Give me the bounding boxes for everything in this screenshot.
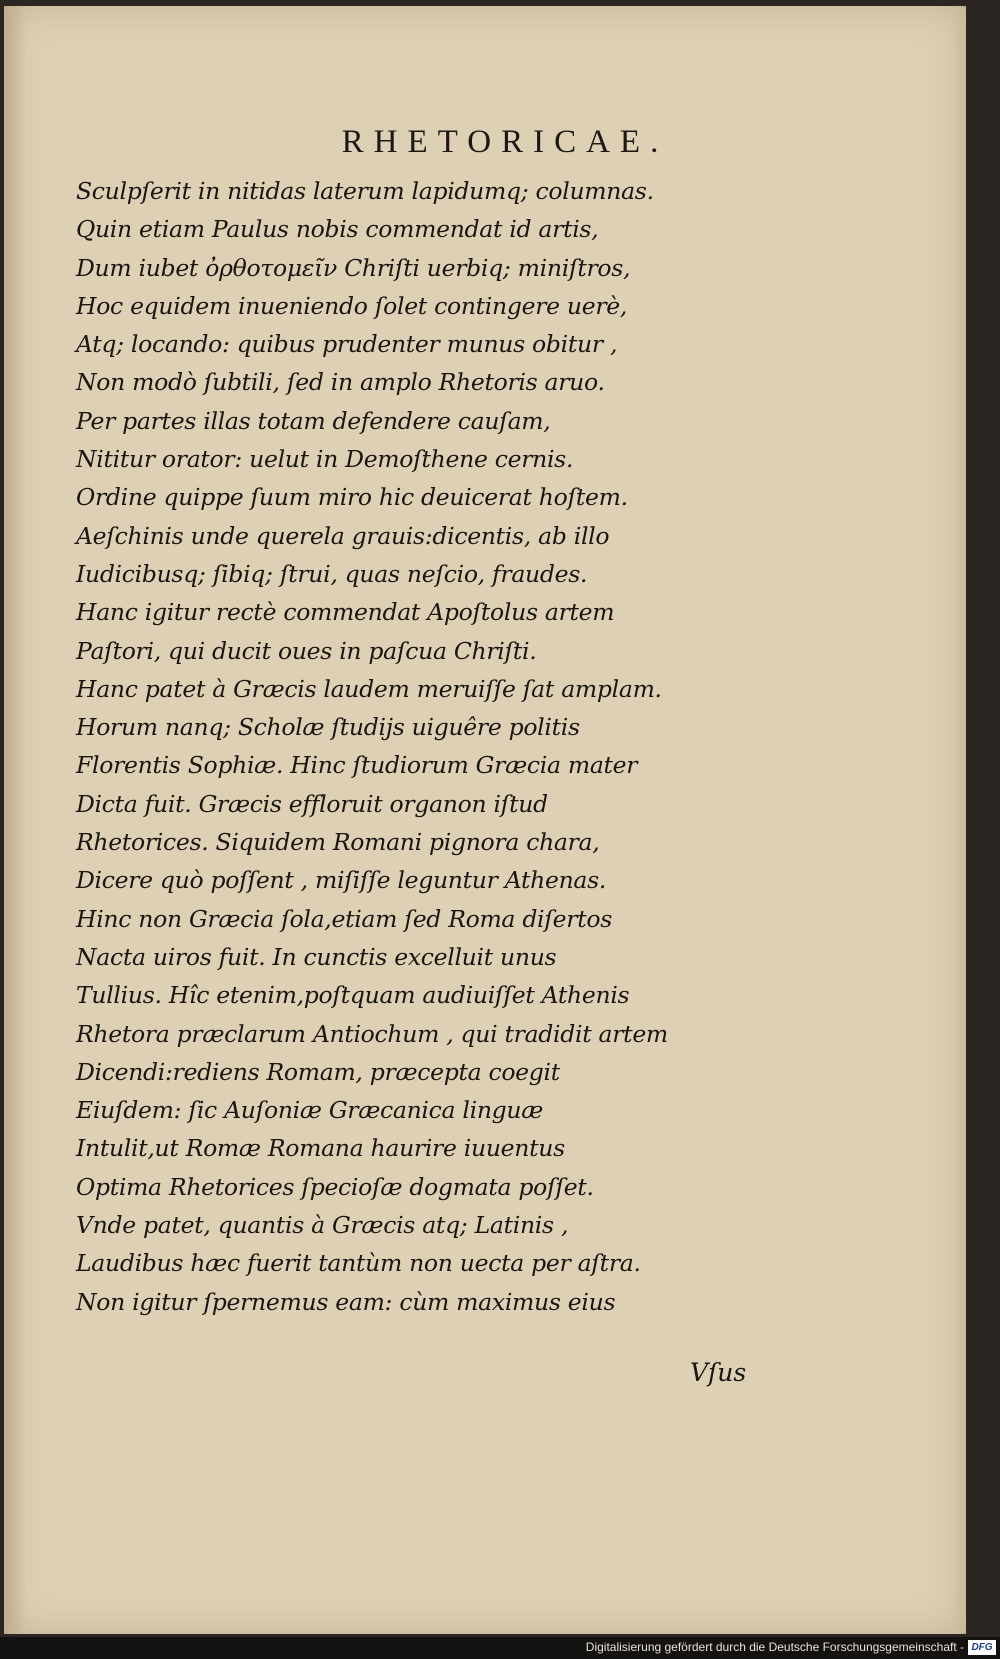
verse-line: Hanc patet à Græcis laudem meruiſſe ſat amplam. [76,674,662,703]
page-edge-shadow [952,6,966,1634]
verse-line: Tullius. Hîc etenim,poſtquam audiuiſſet Athenis [76,981,630,1010]
verse-line: Dicendi:rediens Romam, præcepta coegit [76,1057,560,1086]
verse-text [76,172,726,1321]
running-head: RHETORICAE. [341,124,669,160]
book-page [4,6,966,1634]
verse-line: Sculpſerit in nitidas laterum lapidumq; columnas. [76,177,654,205]
dfg-logo-icon: DFG [968,1640,996,1655]
verse-line: Vnde patet, quantis à Græcis atq; Latinis , [76,1211,569,1240]
verse-line: Dum iubet ὀρθοτομεῖν Chriſti uerbiq; miniſtros, [76,253,631,282]
page-binding-shadow [4,6,26,1634]
verse-line: Hinc non Græcia ſola,etiam ſed Roma diſertos [76,904,612,933]
catchword: Vſus [690,1358,747,1387]
verse-line: Paſtori, qui ducit oues in paſcua Chriſti. [76,636,537,665]
verse-line: Iudicibusq; ſibiq; ſtrui, quas neſcio, fraudes. [76,559,588,588]
verse-line: Non igitur ſpernemus eam: cùm maximus eius [76,1287,616,1316]
verse-line: Rhetora præclarum Antiochum , qui tradidit artem [76,1019,668,1048]
digitization-footer [0,1637,1000,1659]
verse-line: Per partes illas totam defendere cauſam, [76,406,551,435]
verse-line: Dicta fuit. Græcis effloruit organon iſtud [76,789,548,818]
verse-line: Nititur orator: uelut in Demoſthene cernis. [76,445,574,474]
verse-line: Hanc igitur rectè commendat Apoſtolus artem [76,598,615,627]
verse-line: Eiuſdem: ſic Auſoniæ Græcanica linguæ [76,1096,544,1125]
verse-line: Laudibus hæc fuerit tantùm non uecta per aſtra. [76,1249,641,1278]
funding-credit: Digitalisierung gefördert durch die Deutsche Forschungsgemeinschaft - [585,1640,964,1654]
verse-line: Non modò ſubtili, ſed in amplo Rhetoris aruo. [76,368,605,397]
verse-line: Ordine quippe ſuum miro hic deuicerat hoſtem. [76,483,628,512]
verse-line: Florentis Sophiæ. Hinc ſtudiorum Græcia mater [76,751,638,780]
verse-line: Quin etiam Paulus nobis commendat id artis, [76,215,599,244]
verse-line: Atq; locando: quibus prudenter munus obitur , [76,330,618,359]
verse-line: Nacta uiros fuit. In cunctis excelluit unus [76,942,557,971]
verse-line: Optima Rhetorices ſpecioſæ dogmata poſſet. [76,1172,594,1201]
verse-line: Horum nanq; Scholæ ſtudijs uiguêre politis [76,713,580,742]
verse-line: Rhetorices. Siquidem Romani pignora chara, [76,828,600,857]
verse-line: Hoc equidem inueniendo ſolet contingere uerè, [76,291,628,320]
verse-line: Dicere quò poſſent , miſiſſe leguntur Athenas. [76,866,607,895]
verse-line: Aeſchinis unde querela grauis:dicentis, ab illo [76,521,610,550]
verse-line: Intulit,ut Romæ Romana haurire iuuentus [76,1134,565,1163]
